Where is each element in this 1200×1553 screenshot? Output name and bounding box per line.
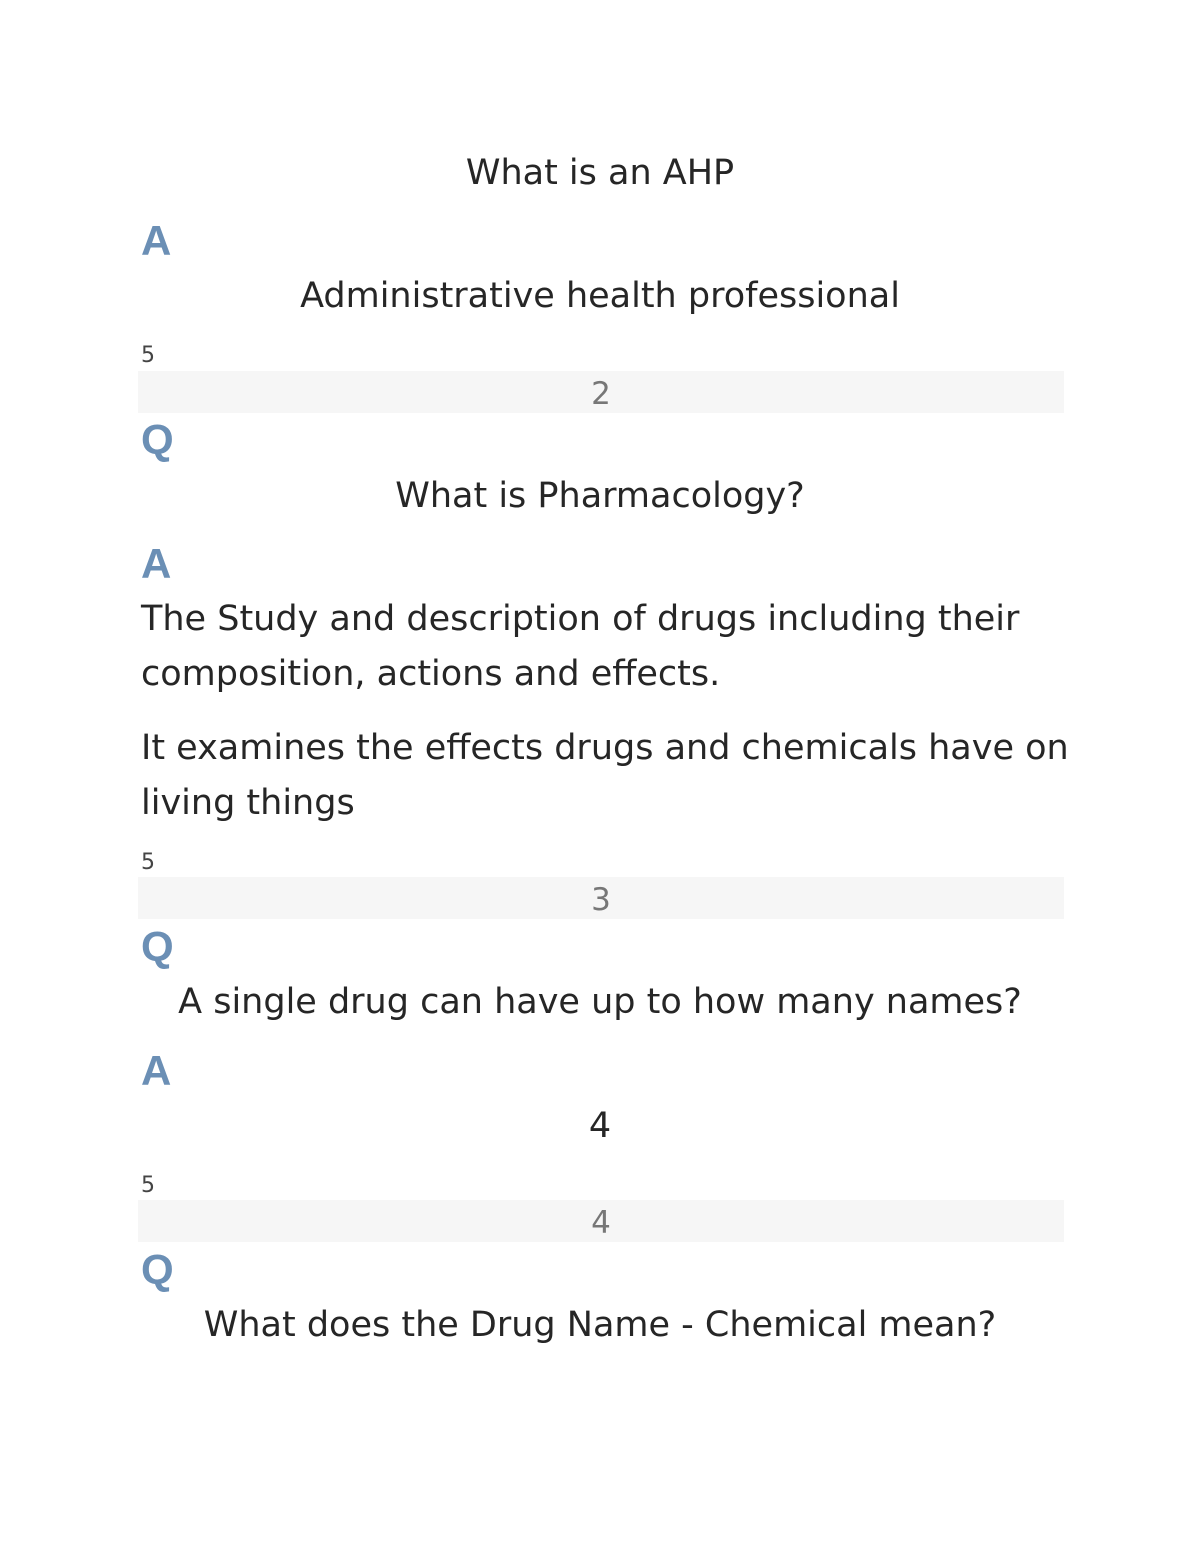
answer-paragraph: The Study and description of drugs including their composition, actions and effects. <box>141 599 1020 694</box>
card-number-bar <box>138 877 1064 919</box>
rating-value: 5 <box>141 850 155 875</box>
card-number: 4 <box>591 1205 611 1241</box>
answer-paragraph: It examines the effects drugs and chemicals have on living things <box>141 728 1069 823</box>
answer-label: A <box>141 540 172 587</box>
question-text: What does the Drug Name - Chemical mean? <box>203 1305 997 1345</box>
card-number-bar <box>138 371 1064 413</box>
rating-value: 5 <box>141 343 155 368</box>
question-text: What is Pharmacology? <box>395 476 805 516</box>
question-text: A single drug can have up to how many names? <box>178 982 1022 1022</box>
answer-label: A <box>141 217 172 264</box>
rating-value: 5 <box>141 1173 155 1198</box>
answer-label: A <box>141 1047 172 1094</box>
answer-text: 4 <box>588 1106 612 1146</box>
card-number-bar <box>138 1200 1064 1242</box>
question-label: Q <box>141 923 174 970</box>
question-label: Q <box>141 416 174 463</box>
question-label: Q <box>141 1246 174 1293</box>
question-text: What is an AHP <box>465 153 735 193</box>
answer-text: Administrative health professional <box>300 276 900 316</box>
card-number: 2 <box>591 376 611 412</box>
card-number: 3 <box>591 882 611 918</box>
